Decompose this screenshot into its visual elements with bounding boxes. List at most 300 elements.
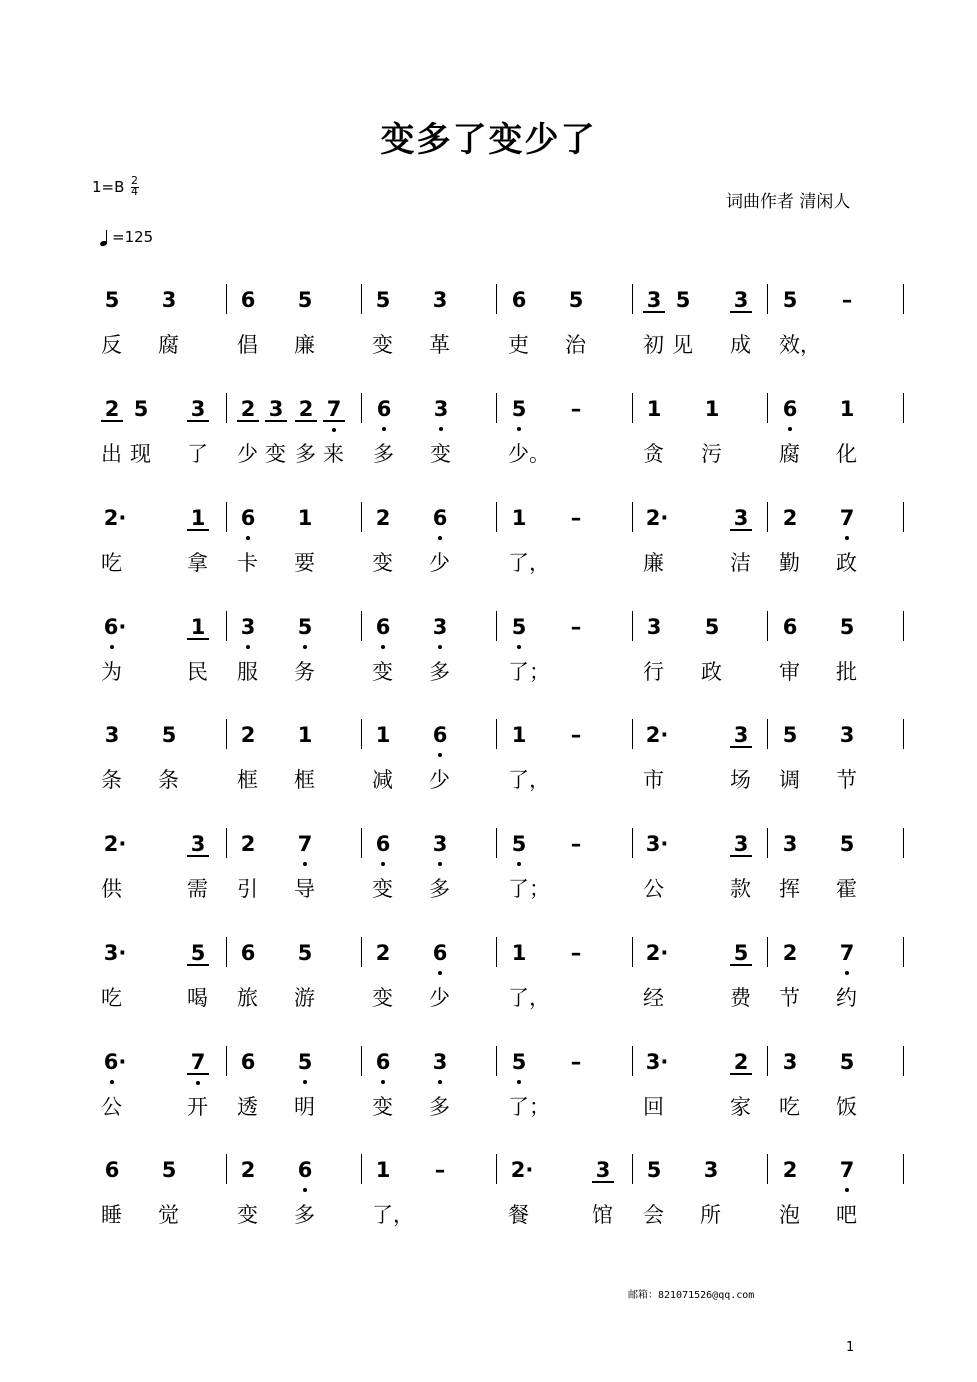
- low-octave-dot: [303, 862, 307, 866]
- note: 1: [511, 941, 527, 965]
- bar-line: [361, 393, 362, 423]
- lyric-syllable: 款: [730, 877, 751, 901]
- note: 7: [187, 1051, 209, 1075]
- note: 3·: [645, 832, 669, 856]
- low-octave-dot: [788, 427, 792, 431]
- bar-line: [226, 937, 227, 967]
- lyric-syllable: 要: [294, 551, 315, 575]
- note: 3: [187, 833, 209, 857]
- lyric-syllable: 会: [643, 1203, 664, 1227]
- low-octave-dot: [110, 645, 114, 649]
- bar-line: [632, 719, 633, 749]
- lyric-syllable: 场: [730, 768, 751, 792]
- low-octave-dot: [196, 1081, 200, 1085]
- lyric-syllable: 初: [643, 333, 664, 357]
- note: 3·: [103, 941, 127, 965]
- note: 3: [265, 398, 287, 422]
- low-octave-dot: [303, 1188, 307, 1192]
- low-octave-dot: [517, 427, 521, 431]
- low-octave-dot: [517, 1080, 521, 1084]
- note: 3: [161, 288, 177, 312]
- note: 6: [294, 1159, 316, 1181]
- lyric-syllable: 导: [294, 877, 315, 901]
- note: 2: [730, 1051, 752, 1075]
- low-octave-dot: [439, 427, 443, 431]
- note: 5: [161, 1158, 177, 1182]
- bar-line: [496, 719, 497, 749]
- tempo-value: =125: [112, 228, 154, 246]
- lyric-syllable: 为: [101, 660, 122, 684]
- bar-line: [903, 611, 904, 641]
- note: 1: [511, 506, 527, 530]
- lyric-syllable: 觉: [158, 1203, 179, 1227]
- note: 5: [187, 942, 209, 966]
- low-octave-dot: [845, 536, 849, 540]
- bar-line: [226, 1154, 227, 1184]
- low-octave-dot: [438, 862, 442, 866]
- lyric-syllable: 贪: [643, 442, 664, 466]
- note: 3: [730, 724, 752, 748]
- note: 2·: [645, 941, 669, 965]
- note: 1: [375, 723, 391, 747]
- note: 2: [295, 398, 317, 422]
- lyric-syllable: 吏: [508, 333, 529, 357]
- lyric-syllable: 了；: [508, 660, 550, 684]
- bar-line: [903, 828, 904, 858]
- note: 3: [643, 289, 665, 313]
- time-signature-top: 2: [131, 174, 138, 187]
- bar-line: [767, 502, 768, 532]
- note: 1: [297, 723, 313, 747]
- quarter-note-icon: [100, 230, 110, 246]
- lyric-syllable: 多: [373, 442, 394, 466]
- lyric-syllable: 回: [643, 1095, 664, 1119]
- note: 3: [429, 833, 451, 855]
- lyric-syllable: 了；: [508, 877, 550, 901]
- low-octave-dot: [381, 1080, 385, 1084]
- note: 1: [646, 397, 662, 421]
- lyric-syllable: 变: [372, 551, 393, 575]
- lyric-syllable: 调: [779, 768, 800, 792]
- note: –: [570, 832, 582, 856]
- note: 3: [104, 723, 120, 747]
- lyric-syllable: 吧: [836, 1203, 857, 1227]
- note: 6: [429, 507, 451, 529]
- lyric-syllable: 了: [187, 442, 208, 466]
- note: 5: [730, 942, 752, 966]
- time-signature: [131, 175, 138, 197]
- lyric-syllable: 变: [265, 442, 286, 466]
- note: 3: [782, 832, 798, 856]
- bar-line: [226, 1046, 227, 1076]
- bar-line: [496, 502, 497, 532]
- lyric-syllable: 了，: [372, 1203, 414, 1227]
- note: 5: [508, 1051, 530, 1073]
- note: 5: [839, 615, 855, 639]
- bar-line: [226, 719, 227, 749]
- lyric-syllable: 明: [294, 1095, 315, 1119]
- bar-line: [903, 1046, 904, 1076]
- note: 7: [323, 398, 345, 422]
- lyric-syllable: 少: [429, 551, 450, 575]
- lyric-syllable: 餐: [508, 1203, 529, 1227]
- note: 3: [730, 289, 752, 313]
- bar-line: [226, 611, 227, 641]
- lyric-syllable: 变: [372, 986, 393, 1010]
- lyric-syllable: 效，: [779, 333, 821, 357]
- lyric-syllable: 政: [701, 660, 722, 684]
- note: 3: [782, 1050, 798, 1074]
- low-octave-dot: [438, 536, 442, 540]
- low-octave-dot: [438, 1080, 442, 1084]
- lyric-syllable: 污: [701, 442, 722, 466]
- bar-line: [226, 828, 227, 858]
- bar-line: [496, 828, 497, 858]
- note: 2: [240, 832, 256, 856]
- low-octave-dot: [438, 971, 442, 975]
- low-octave-dot: [517, 645, 521, 649]
- lyric-syllable: 民: [187, 660, 208, 684]
- note: 5: [375, 288, 391, 312]
- bar-line: [767, 937, 768, 967]
- bar-line: [632, 937, 633, 967]
- lyric-syllable: 服: [237, 660, 258, 684]
- note: 5: [297, 288, 313, 312]
- lyric-syllable: 家: [730, 1095, 751, 1119]
- lyric-syllable: 治: [565, 333, 586, 357]
- contact-email: 邮箱：821071526@qq.com: [628, 1290, 755, 1301]
- lyric-syllable: 拿: [187, 551, 208, 575]
- bar-line: [767, 719, 768, 749]
- lyric-syllable: 见: [672, 333, 693, 357]
- note: –: [570, 615, 582, 639]
- bar-line: [496, 393, 497, 423]
- tempo-marking: [100, 228, 153, 246]
- bar-line: [226, 502, 227, 532]
- lyric-syllable: 变: [430, 442, 451, 466]
- lyric-syllable: 喝: [187, 986, 208, 1010]
- lyric-syllable: 少: [429, 986, 450, 1010]
- lyric-syllable: 所: [700, 1203, 721, 1227]
- low-octave-dot: [332, 428, 336, 432]
- note: –: [434, 1158, 446, 1182]
- note: 6·: [101, 616, 129, 638]
- time-signature-bottom: 4: [131, 185, 138, 198]
- note: 2·: [645, 723, 669, 747]
- note: 1: [704, 397, 720, 421]
- note: 5: [782, 723, 798, 747]
- note: 5: [675, 288, 691, 312]
- lyric-syllable: 挥: [779, 877, 800, 901]
- lyric-syllable: 革: [429, 333, 450, 357]
- low-octave-dot: [110, 1080, 114, 1084]
- low-octave-dot: [303, 1080, 307, 1084]
- note: 1: [511, 723, 527, 747]
- note: 2: [101, 398, 123, 422]
- note: 2: [237, 398, 259, 422]
- lyric-syllable: 吃: [101, 551, 122, 575]
- note: 2: [782, 506, 798, 530]
- note: 3: [592, 1159, 614, 1183]
- lyric-syllable: 政: [836, 551, 857, 575]
- lyric-syllable: 少: [429, 768, 450, 792]
- lyric-syllable: 费: [730, 986, 751, 1010]
- bar-line: [496, 1154, 497, 1184]
- note: 5: [294, 1051, 316, 1073]
- note: 5: [104, 288, 120, 312]
- lyric-syllable: 务: [294, 660, 315, 684]
- lyric-syllable: 现: [130, 442, 151, 466]
- lyric-syllable: 成: [730, 333, 751, 357]
- note: 6: [372, 1051, 394, 1073]
- bar-line: [632, 393, 633, 423]
- note: 5: [133, 397, 149, 421]
- note: 6: [782, 615, 798, 639]
- lyric-syllable: 游: [294, 986, 315, 1010]
- bar-line: [361, 1046, 362, 1076]
- note: 2: [375, 941, 391, 965]
- note: 1: [187, 616, 209, 640]
- note: 5: [508, 398, 530, 420]
- low-octave-dot: [845, 1188, 849, 1192]
- lyric-syllable: 睡: [101, 1203, 122, 1227]
- lyric-syllable: 化: [836, 442, 857, 466]
- note: –: [841, 288, 853, 312]
- note: 3: [703, 1158, 719, 1182]
- note: 6: [373, 398, 395, 420]
- lyric-syllable: 框: [294, 768, 315, 792]
- bar-line: [767, 828, 768, 858]
- lyric-syllable: 变: [372, 877, 393, 901]
- bar-line: [903, 284, 904, 314]
- lyric-syllable: 洁: [730, 551, 751, 575]
- note: 6: [372, 616, 394, 638]
- author-credit: 词曲作者 清闲人: [726, 192, 851, 212]
- lyric-syllable: 勤: [779, 551, 800, 575]
- lyric-syllable: 旅: [237, 986, 258, 1010]
- bar-line: [767, 1154, 768, 1184]
- lyric-syllable: 引: [237, 877, 258, 901]
- note: 6: [240, 1050, 256, 1074]
- note: 6: [372, 833, 394, 855]
- note: 6: [429, 942, 451, 964]
- note: 7: [836, 942, 858, 964]
- lyric-syllable: 市: [643, 768, 664, 792]
- note: 6·: [101, 1051, 129, 1073]
- bar-line: [226, 393, 227, 423]
- lyric-syllable: 公: [101, 1095, 122, 1119]
- note: 2: [375, 506, 391, 530]
- lyric-syllable: 公: [643, 877, 664, 901]
- note: 1: [839, 397, 855, 421]
- note: 1: [297, 506, 313, 530]
- note: –: [570, 723, 582, 747]
- low-octave-dot: [246, 645, 250, 649]
- note: 3: [432, 288, 448, 312]
- lyric-syllable: 供: [101, 877, 122, 901]
- low-octave-dot: [381, 645, 385, 649]
- note: 6: [240, 941, 256, 965]
- note: 5: [646, 1158, 662, 1182]
- note: 2·: [510, 1158, 534, 1182]
- bar-line: [361, 284, 362, 314]
- bar-line: [632, 1046, 633, 1076]
- note: 6: [104, 1158, 120, 1182]
- note: 5: [161, 723, 177, 747]
- lyric-syllable: 倡: [237, 333, 258, 357]
- bar-line: [361, 502, 362, 532]
- bar-line: [361, 937, 362, 967]
- lyric-syllable: 变: [372, 660, 393, 684]
- note: 6: [511, 288, 527, 312]
- note: 6: [237, 507, 259, 529]
- note: 3: [429, 616, 451, 638]
- note: 3: [646, 615, 662, 639]
- lyric-syllable: 经: [643, 986, 664, 1010]
- low-octave-dot: [246, 536, 250, 540]
- low-octave-dot: [517, 862, 521, 866]
- lyric-syllable: 了，: [508, 768, 550, 792]
- bar-line: [767, 611, 768, 641]
- page-number: 1: [846, 1340, 855, 1355]
- lyric-syllable: 腐: [158, 333, 179, 357]
- lyric-syllable: 泡: [779, 1203, 800, 1227]
- note: 3: [237, 616, 259, 638]
- bar-line: [632, 284, 633, 314]
- bar-line: [496, 284, 497, 314]
- lyric-syllable: 多: [295, 442, 316, 466]
- note: 5: [839, 1050, 855, 1074]
- note: 6: [429, 724, 451, 746]
- note: –: [570, 397, 582, 421]
- lyric-syllable: 节: [836, 768, 857, 792]
- note: 6: [240, 288, 256, 312]
- lyric-syllable: 变: [372, 1095, 393, 1119]
- note: 5: [782, 288, 798, 312]
- note: 1: [187, 507, 209, 531]
- bar-line: [903, 937, 904, 967]
- bar-line: [361, 719, 362, 749]
- note: 2: [782, 941, 798, 965]
- lyric-syllable: 节: [779, 986, 800, 1010]
- lyric-syllable: 变: [237, 1203, 258, 1227]
- note: 3·: [645, 1050, 669, 1074]
- bar-line: [496, 611, 497, 641]
- lyric-syllable: 多: [294, 1203, 315, 1227]
- lyric-syllable: 条: [101, 768, 122, 792]
- bar-line: [226, 284, 227, 314]
- lyric-syllable: 少: [237, 442, 258, 466]
- bar-line: [767, 1046, 768, 1076]
- note: 2: [240, 723, 256, 747]
- low-octave-dot: [382, 427, 386, 431]
- note: 3: [429, 1051, 451, 1073]
- low-octave-dot: [381, 862, 385, 866]
- low-octave-dot: [438, 753, 442, 757]
- lyric-syllable: 吃: [101, 986, 122, 1010]
- note: 1: [375, 1158, 391, 1182]
- note: 2·: [645, 506, 669, 530]
- note: 5: [508, 833, 530, 855]
- note: 7: [294, 833, 316, 855]
- note: 3: [730, 507, 752, 531]
- lyric-syllable: 批: [836, 660, 857, 684]
- low-octave-dot: [303, 645, 307, 649]
- lyric-syllable: 约: [836, 986, 857, 1010]
- note: –: [570, 1050, 582, 1074]
- bar-line: [496, 937, 497, 967]
- note: 3: [839, 723, 855, 747]
- lyric-syllable: 变: [372, 333, 393, 357]
- note: 5: [568, 288, 584, 312]
- note: 2: [782, 1158, 798, 1182]
- bar-line: [632, 611, 633, 641]
- note: 3: [730, 833, 752, 857]
- lyric-syllable: 馆: [592, 1203, 613, 1227]
- note: –: [570, 941, 582, 965]
- lyric-syllable: 廉: [294, 333, 315, 357]
- note: 6: [779, 398, 801, 420]
- lyric-syllable: 来: [323, 442, 344, 466]
- note: 5: [839, 832, 855, 856]
- note: 2: [240, 1158, 256, 1182]
- bar-line: [903, 393, 904, 423]
- bar-line: [361, 1154, 362, 1184]
- lyric-syllable: 了，: [508, 986, 550, 1010]
- song-title: 变多了变少了: [380, 120, 597, 160]
- note: 5: [704, 615, 720, 639]
- lyric-syllable: 吃: [779, 1095, 800, 1119]
- bar-line: [903, 1154, 904, 1184]
- lyric-syllable: 多: [429, 1095, 450, 1119]
- lyric-syllable: 出: [101, 442, 122, 466]
- lyric-syllable: 多: [429, 877, 450, 901]
- note: –: [570, 506, 582, 530]
- lyric-syllable: 条: [158, 768, 179, 792]
- note: 2·: [103, 506, 127, 530]
- lyric-syllable: 卡: [237, 551, 258, 575]
- note: 3: [430, 398, 452, 420]
- bar-line: [632, 828, 633, 858]
- lyric-syllable: 减: [372, 768, 393, 792]
- bar-line: [361, 611, 362, 641]
- lyric-syllable: 审: [779, 660, 800, 684]
- bar-line: [632, 1154, 633, 1184]
- lyric-syllable: 框: [237, 768, 258, 792]
- note: 5: [508, 616, 530, 638]
- key-signature: 1=B: [92, 178, 125, 196]
- lyric-syllable: 反: [101, 333, 122, 357]
- bar-line: [903, 719, 904, 749]
- lyric-syllable: 了；: [508, 1095, 550, 1119]
- note: 7: [836, 1159, 858, 1181]
- lyric-syllable: 腐: [779, 442, 800, 466]
- note: 5: [297, 941, 313, 965]
- note: 5: [294, 616, 316, 638]
- lyric-syllable: 需: [187, 877, 208, 901]
- bar-line: [903, 502, 904, 532]
- bar-line: [767, 393, 768, 423]
- bar-line: [496, 1046, 497, 1076]
- note: 3: [187, 398, 209, 422]
- lyric-syllable: 廉: [643, 551, 664, 575]
- bar-line: [361, 828, 362, 858]
- low-octave-dot: [845, 971, 849, 975]
- low-octave-dot: [438, 645, 442, 649]
- lyric-syllable: 多: [429, 660, 450, 684]
- lyric-syllable: 饭: [836, 1095, 857, 1119]
- lyric-syllable: 了，: [508, 551, 550, 575]
